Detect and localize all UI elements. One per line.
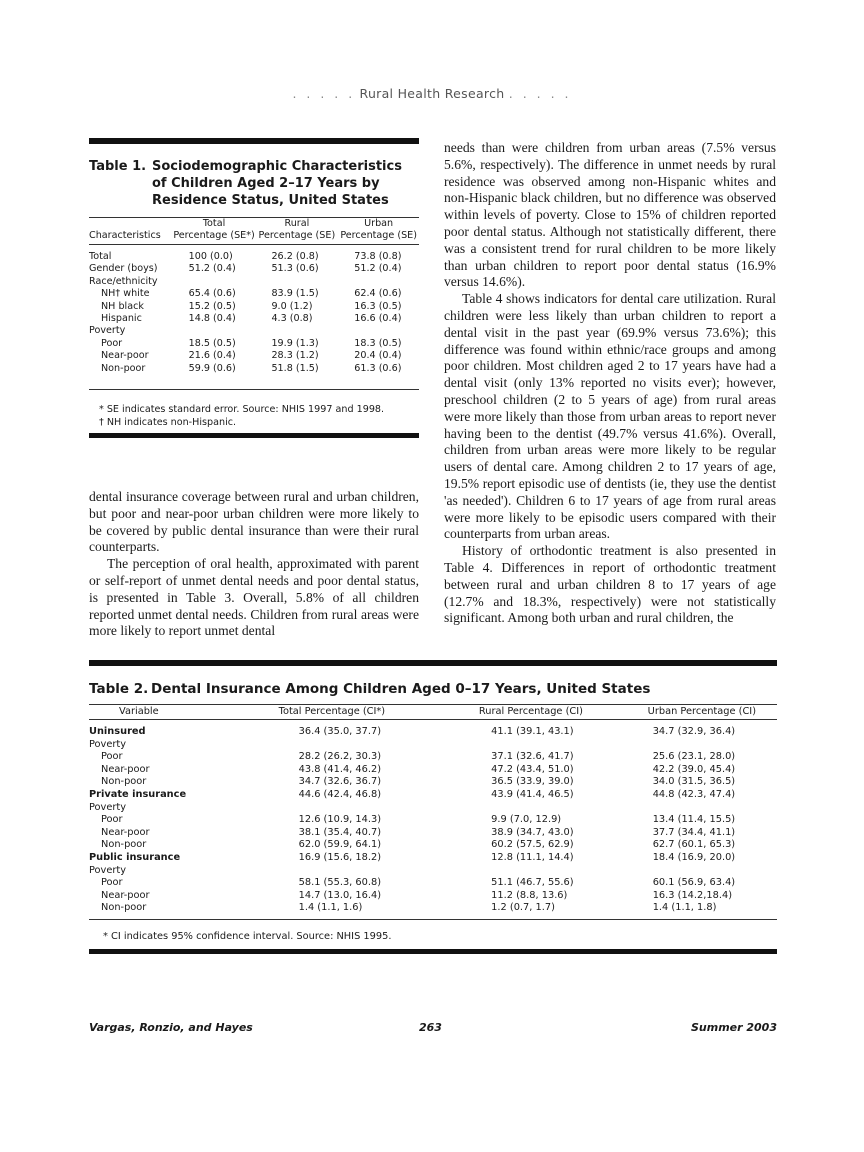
- table2-top-rule: [89, 660, 777, 666]
- table2-cell-rural: 36.5 (33.9, 39.0): [491, 776, 574, 788]
- running-head-title: Rural Health Research: [359, 86, 505, 101]
- left-paragraph-2: The perception of oral health, approximated with parent or self-report of unmet dental needs and poor dental status, is presented in Table 3. Overall, 5.8% of all children reported unmet dental needs. Children from rural areas were more likely to report unmet dental: [89, 556, 419, 639]
- table1-row: [89, 263, 419, 275]
- table1-cell-total: 18.5 (0.5): [188, 337, 236, 349]
- table2-row: [89, 776, 777, 789]
- table2-cell-label: Poverty: [89, 864, 127, 876]
- table2-cell-rural: [435, 739, 627, 752]
- table2-header-total: Total Percentage (CI*): [278, 706, 386, 717]
- table1-header-line: Percentage (SE): [258, 230, 336, 241]
- table1-cell-total: 59.9 (0.6): [188, 362, 236, 374]
- table1-cell-total: [173, 276, 256, 288]
- table1-cell-rural: 26.2 (0.8): [271, 251, 319, 262]
- table1-cell-label: Near-poor: [101, 350, 149, 362]
- table1-header-line: Characteristics: [89, 230, 161, 241]
- left-paragraph-1: dental insurance coverage between rural and urban children, but poor and near-poor urban children were more likely to be covered by public dental insurance than were their rural counterparts.: [89, 489, 419, 555]
- table1-notes: [89, 404, 419, 429]
- table2-grid: [89, 705, 777, 915]
- table2-cell-rural: 43.9 (41.4, 46.5): [491, 788, 574, 800]
- table2-cell-total: 28.2 (26.2, 30.3): [298, 751, 382, 763]
- table2-cell-label: Public insurance: [89, 851, 181, 863]
- table2-cell-total: 44.6 (42.4, 46.8): [298, 788, 382, 800]
- table2-cell-urban: 62.7 (60.1, 65.3): [652, 839, 736, 851]
- table2-cell-label: Poverty: [89, 801, 127, 813]
- table1-cell-label: Total: [89, 251, 112, 262]
- right-paragraph-1: needs than were children from urban areas (7.5% versus 5.6%, respectively). The difference in unmet needs by rural residence was observed among non-Hispanic whites and non-Hispanic black children, but no difference was observed within levels of poverty. Close to 15% of children reported poor dental status. Although not statistically different, there was a consistent trend for rural children to be more likely than urban children to report poor dental status (16.9% versus 14.6%).: [444, 140, 776, 290]
- table2-cell-label: Near-poor: [101, 889, 150, 901]
- table1-end-rule: [89, 433, 419, 438]
- table2-cell-label: Near-poor: [101, 826, 150, 838]
- table1-subheader-rule: [89, 244, 419, 245]
- table1-cell-label: Race/ethnicity: [89, 275, 158, 287]
- footer-authors: Vargas, Ronzio, and Hayes: [89, 1021, 253, 1034]
- table1-cell-total: 51.2 (0.4): [188, 263, 236, 275]
- table1-cell-rural: 51.3 (0.6): [271, 263, 319, 275]
- table1-caption: [89, 158, 419, 209]
- table1-row: [89, 325, 419, 337]
- table2-row: [89, 789, 777, 802]
- table2-cell-rural: 60.2 (57.5, 62.9): [491, 839, 574, 851]
- table1-cell-label: NH† white: [101, 288, 150, 300]
- table2-cell-label: Private insurance: [89, 788, 187, 800]
- table1-note-nh: † NH indicates non-Hispanic.: [99, 416, 237, 428]
- table2-header-variable: Variable: [119, 706, 159, 717]
- table2-cell-rural: [435, 802, 627, 815]
- table1-header-characteristics: [89, 218, 173, 242]
- table2-cell-label: Non-poor: [101, 776, 147, 788]
- table2-cell-total: 38.1 (35.4, 40.7): [298, 826, 382, 838]
- table2: [89, 660, 777, 954]
- right-paragraph-3: History of orthodontic treatment is also presented in Table 4. Differences in report of orthodontic treatment between rural and urban children 8 to 17 years of age (12.7% and 18.3%, respectively) were not statistically significant. Among both urban and rural children, the: [444, 543, 776, 626]
- table1-cell-urban: 18.3 (0.5): [354, 337, 402, 349]
- table1-cell-label: Poor: [101, 337, 123, 349]
- table2-cell-total: 62.0 (59.9, 64.1): [298, 839, 382, 851]
- table2-cell-rural: 41.1 (39.1, 43.1): [491, 726, 574, 737]
- right-column-text: [444, 140, 776, 627]
- table1-cell-urban: 51.2 (0.4): [354, 263, 402, 275]
- table2-cell-label: Uninsured: [89, 726, 146, 737]
- table2-header-urban: Urban Percentage (CI): [647, 706, 757, 717]
- table1-cell-rural: [255, 276, 338, 288]
- table2-body: [89, 726, 777, 915]
- table1-grid: [89, 218, 419, 375]
- table2-cell-rural: 38.9 (34.7, 43.0): [491, 826, 574, 838]
- table2-number: Table 2.: [89, 681, 149, 697]
- table2-row: [89, 852, 777, 865]
- table2-cell-urban: 34.7 (32.9, 36.4): [652, 726, 736, 737]
- table1-cell-urban: [338, 276, 419, 288]
- table2-subheader-rule: [89, 719, 777, 720]
- table2-cell-rural: 47.2 (43.4, 51.0): [491, 763, 574, 775]
- table1-cell-total: 14.8 (0.4): [188, 313, 236, 325]
- table1-cell-total: [173, 325, 256, 337]
- table1-bottom-rule: [89, 389, 419, 390]
- table2-cell-urban: 60.1 (56.9, 63.4): [652, 877, 736, 889]
- table2-cell-urban: 37.7 (34.4, 41.1): [652, 826, 736, 838]
- table2-cell-total: 12.6 (10.9, 14.3): [298, 814, 382, 826]
- table1-cell-urban: 16.3 (0.5): [354, 300, 402, 312]
- table2-row: [89, 802, 777, 815]
- table1-header-line: Total: [202, 218, 226, 229]
- footer-issue: Summer 2003: [690, 1021, 777, 1034]
- table1-cell-rural: 28.3 (1.2): [271, 350, 319, 362]
- table2-bottom-rule: [89, 919, 777, 920]
- table2-cell-total: 58.1 (55.3, 60.8): [298, 877, 382, 889]
- table2-cell-urban: 1.4 (1.1, 1.8): [652, 902, 717, 914]
- table2-cell-rural: 11.2 (8.8, 13.6): [491, 889, 568, 901]
- table2-row: [89, 902, 777, 915]
- table1-body: [89, 251, 419, 375]
- running-head-dots-left: . . . . .: [292, 86, 356, 101]
- table2-cell-rural: [435, 865, 627, 878]
- table2-cell-total: [229, 802, 436, 815]
- table1-row: [89, 251, 419, 263]
- table2-cell-label: Non-poor: [101, 902, 147, 914]
- table2-row: [89, 877, 777, 890]
- table2-row: [89, 827, 777, 840]
- table2-cell-label: Poverty: [89, 738, 127, 750]
- table1-header-rural: [255, 218, 338, 242]
- table2-cell-label: Poor: [101, 751, 123, 763]
- table1-cell-urban: 73.8 (0.8): [354, 251, 402, 262]
- running-head-dots-right: . . . . .: [508, 86, 572, 101]
- table1-header-row: [89, 218, 419, 242]
- table2-cell-total: 43.8 (41.4, 46.2): [298, 763, 382, 775]
- table2-cell-urban: 16.3 (14.2,18.4): [652, 889, 733, 901]
- table1-cell-total: 100 (0.0): [188, 251, 233, 262]
- table1-header-line: Rural: [284, 218, 310, 229]
- table1-row: [89, 276, 419, 288]
- table1-row: [89, 288, 419, 300]
- table1-row: [89, 350, 419, 362]
- table1-cell-urban: 20.4 (0.4): [354, 350, 402, 362]
- table1-row: [89, 338, 419, 350]
- table2-cell-total: 1.4 (1.1, 1.6): [298, 902, 363, 914]
- table2-cell-rural: 51.1 (46.7, 55.6): [491, 877, 574, 889]
- table1-cell-urban: 62.4 (0.6): [354, 288, 402, 300]
- table1-title: Sociodemographic Characteristics of Children Aged 2–17 Years by Residence Status, United States: [152, 159, 402, 208]
- table1-cell-urban: 16.6 (0.4): [354, 313, 402, 325]
- table2-cell-total: [229, 739, 436, 752]
- table1-note-se: * SE indicates standard error. Source: NHIS 1997 and 1998.: [99, 404, 385, 416]
- right-paragraph-2: Table 4 shows indicators for dental care utilization. Rural children were less likely than urban children to report a dental visit in the past year (69.9% versus 73.6%); this difference was found within ethnic/race groups and among poor children. Most children aged 2 to 17 years have had a dental visit (only 13% reported no visits ever); however, preschool children (2 to 5 years of age) from rural areas were more likely than those from urban areas to report never having been to the dentist (49.7% versus 41.6%). Overall, children from urban areas were more likely to be regular users of dental care. Among children 2 to 17 years of age, 19.5% report episodic use of dentists (ie, they use the dentist 'as needed'). Children 6 to 17 years of age from rural areas were more likely to be episodic users compared with their counterparts from urban areas.: [444, 291, 776, 542]
- table2-cell-label: Non-poor: [101, 839, 147, 851]
- table2-cell-rural: 1.2 (0.7, 1.7): [491, 902, 555, 914]
- table2-end-rule: [89, 949, 777, 954]
- table1-cell-urban: [338, 325, 419, 337]
- table1-cell-label: Poverty: [89, 325, 126, 337]
- table1: [89, 138, 419, 438]
- table1-header-urban: [338, 218, 419, 242]
- table2-cell-urban: 18.4 (16.9, 20.0): [652, 851, 736, 863]
- left-column-text: [89, 489, 419, 640]
- table2-row: [89, 764, 777, 777]
- table2-cell-urban: [627, 802, 777, 815]
- table2-cell-urban: 44.8 (42.3, 47.4): [652, 788, 736, 800]
- table1-cell-total: 65.4 (0.6): [188, 288, 236, 300]
- table2-header-row: [89, 705, 777, 718]
- table2-note: * CI indicates 95% confidence interval. Source: NHIS 1995.: [103, 930, 392, 942]
- table1-number: Table 1.: [89, 159, 147, 174]
- table2-row: [89, 726, 777, 739]
- table2-cell-total: 36.4 (35.0, 37.7): [298, 726, 382, 737]
- table2-row: [89, 751, 777, 764]
- table1-cell-label: Non-poor: [101, 362, 146, 374]
- table2-cell-urban: [627, 739, 777, 752]
- table2-cell-urban: 34.0 (31.5, 36.5): [652, 776, 736, 788]
- table1-cell-label: Gender (boys): [89, 263, 158, 275]
- table1-header-line: Urban: [364, 218, 394, 229]
- table2-cell-total: 14.7 (13.0, 16.4): [298, 889, 382, 901]
- table2-cell-urban: 25.6 (23.1, 28.0): [652, 751, 736, 763]
- table2-cell-urban: 42.2 (39.0, 45.4): [652, 763, 736, 775]
- table1-cell-urban: 61.3 (0.6): [354, 362, 402, 374]
- table2-cell-total: [229, 865, 436, 878]
- table1-row: [89, 363, 419, 375]
- footer-page-number: 263: [419, 1021, 442, 1034]
- table1-header-total: [173, 218, 256, 242]
- table2-row: [89, 814, 777, 827]
- table1-cell-rural: 19.9 (1.3): [271, 337, 319, 349]
- table2-row: [89, 839, 777, 852]
- table2-title: Dental Insurance Among Children Aged 0–17 Years, United States: [151, 681, 651, 697]
- table1-cell-rural: [255, 325, 338, 337]
- table2-row: [89, 739, 777, 752]
- table2-cell-label: Poor: [101, 877, 123, 889]
- table1-cell-rural: 9.0 (1.2): [271, 300, 313, 312]
- table1-cell-rural: 4.3 (0.8): [271, 313, 313, 325]
- table1-header-line: Percentage (SE*): [173, 230, 255, 241]
- table1-top-rule: [89, 138, 419, 144]
- table2-cell-rural: 12.8 (11.1, 14.4): [491, 851, 574, 863]
- table1-row: [89, 301, 419, 313]
- table1-header-line: Percentage (SE): [340, 230, 417, 241]
- table2-cell-total: 16.9 (15.6, 18.2): [298, 851, 382, 863]
- table2-cell-urban: [627, 865, 777, 878]
- table2-row: [89, 890, 777, 903]
- table2-cell-total: 34.7 (32.6, 36.7): [298, 776, 382, 788]
- table2-cell-label: Poor: [101, 814, 123, 826]
- table2-cell-urban: 13.4 (11.4, 15.5): [652, 814, 736, 826]
- table1-cell-rural: 51.8 (1.5): [271, 362, 319, 374]
- table2-row: [89, 865, 777, 878]
- table2-cell-rural: 37.1 (32.6, 41.7): [491, 751, 574, 763]
- running-head: [0, 86, 864, 101]
- table1-cell-total: 21.6 (0.4): [188, 350, 236, 362]
- table1-row: [89, 313, 419, 325]
- table2-header-rural: Rural Percentage (CI): [478, 706, 583, 717]
- table1-cell-total: 15.2 (0.5): [188, 300, 236, 312]
- table2-caption: [89, 680, 777, 698]
- table1-cell-label: Hispanic: [101, 313, 142, 325]
- table1-cell-label: NH black: [101, 300, 144, 312]
- table1-cell-rural: 83.9 (1.5): [271, 288, 319, 300]
- table2-cell-rural: 9.9 (7.0, 12.9): [491, 814, 562, 826]
- table2-cell-label: Near-poor: [101, 763, 150, 775]
